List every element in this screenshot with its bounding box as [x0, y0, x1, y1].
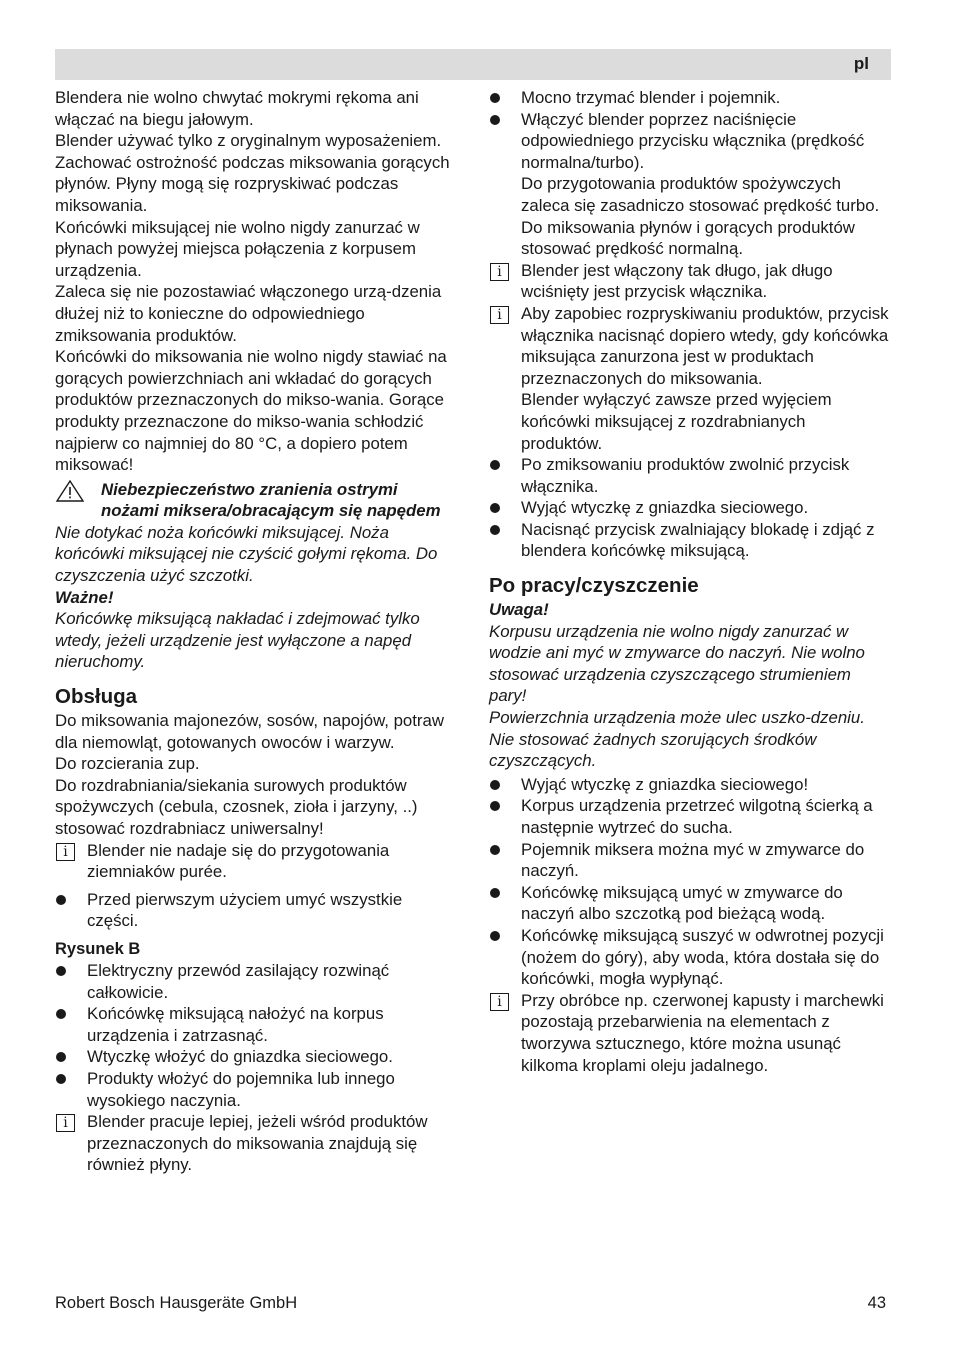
bullet-dot: [56, 895, 66, 905]
list-item-text: Produkty włożyć do pojemnika lub innego wysokiego naczynia.: [87, 1068, 395, 1110]
list-item-text: Końcówkę miksującą suszyć w odwrotnej pozycji (nożem do góry), aby woda, która dostała się do końcówki, mogła wypłynąć.: [521, 925, 884, 989]
warning-block: [55, 479, 457, 522]
info-text: Blender pracuje lepiej, jeżeli wśród produktów przeznaczonych do miksowania znajdują się również płyny.: [87, 1112, 428, 1175]
list-item: [489, 87, 889, 109]
list-item-text: Pojemnik miksera można myć w zmywarce do naczyń.: [521, 839, 865, 881]
left-column: [55, 87, 457, 1176]
bullet-dot: [490, 845, 500, 855]
warning-text: Nie dotykać noża końcówki miksującej. Noża końcówki miksującej nie czyścić gołymi rękoma. Do czyszczenia użyć szczotki.: [55, 522, 438, 586]
caution-text: Powierzchnia urządzenia może ulec uszko-dzeniu. Nie stosować żadnych szorujących środków czyszczących.: [489, 708, 865, 771]
list-item-text: Końcówkę miksującą umyć w zmywarce do naczyń albo szczotką pod bieżącą wodą.: [521, 882, 843, 924]
bullet-dot: [490, 780, 500, 790]
list-item-text: Do przygotowania produktów spożywczych zaleca się zasadniczo stosować prędkość turbo. Do miksowania płynów i gorących produktów stosować prędkość normalną.: [521, 174, 880, 259]
info-text: Blender jest włączony tak długo, jak długo wciśnięty jest przycisk włącznika.: [521, 260, 833, 302]
warning-triangle-icon: [55, 479, 85, 503]
list-item: [489, 519, 889, 562]
list-item: [489, 925, 889, 990]
list-item-text: Mocno trzymać blender i pojemnik.: [521, 88, 781, 107]
paragraph: Do miksowania majonezów, sosów, napojów, potraw dla niemowląt, gotowanych owoców i warzyw.: [55, 711, 444, 752]
list-item: [55, 960, 457, 1003]
info-note: [489, 990, 889, 1076]
info-text: Aby zapobiec rozpryskiwaniu produktów, przycisk włącznika nacisnąć dopiero wtedy, gdy końcówka miksująca zanurzona jest w produktach przeznaczonych do miksowania.: [521, 303, 889, 388]
info-icon: i: [490, 306, 509, 324]
footer-company: Robert Bosch Hausgeräte GmbH: [55, 1294, 298, 1312]
list-item: [489, 882, 889, 925]
info-icon: i: [490, 993, 509, 1011]
list-item-text: Nacisnąć przycisk zwalniający blokadę i zdjąć z blendera końcówkę miksującą.: [521, 519, 875, 561]
list-item-text: Przed pierwszym użyciem umyć wszystkie części.: [87, 889, 403, 931]
bullet-dot: [56, 1009, 66, 1019]
page-number: 43: [867, 1294, 886, 1312]
list-item: [489, 454, 889, 497]
bullet-dot: [56, 1074, 66, 1084]
bullet-dot: [490, 931, 500, 941]
bullet-dot: [490, 503, 500, 513]
paragraph: Zaleca się nie pozostawiać włączonego urzą-dzenia dłużej niż to konieczne do odpowiedniego zmiksowania produktów.: [55, 282, 442, 345]
list-item: [55, 1046, 457, 1068]
info-icon: i: [56, 1114, 75, 1132]
paragraph: Blendera nie wolno chwytać mokrymi rękoma ani włączać na biegu jałowym.: [55, 88, 419, 129]
paragraph: Do rozdrabniania/siekania surowych produktów spożywczych (cebula, czosnek, zioła i jarzyny, ..) stosować rozdrabniacz uniwersalny!: [55, 775, 418, 838]
list-item-text: Włączyć blender poprzez naciśnięcie odpowiedniego przycisku włącznika (prędkość normalna/turbo).: [521, 109, 865, 172]
info-note: [55, 1111, 457, 1176]
bullet-dot: [490, 525, 500, 535]
bullet-dot: [490, 93, 500, 103]
info-text: Blender nie nadaje się do przygotowania ziemniaków purée.: [87, 840, 390, 882]
info-note: [55, 840, 457, 883]
list-item: [489, 497, 889, 519]
info-note: [489, 303, 889, 454]
list-item: [489, 774, 889, 796]
list-item: [489, 109, 889, 260]
bullet-dot: [56, 966, 66, 976]
list-item-text: Po zmiksowaniu produktów zwolnić przycisk włącznika.: [521, 455, 850, 496]
info-icon: i: [56, 843, 75, 861]
info-text: Przy obróbce np. czerwonej kapusty i marchewki pozostają przebarwienia na elementach z tworzywa sztucznego, które można usunąć kilkoma kroplami oleju jadalnego.: [521, 990, 884, 1075]
list-item-text: Wtyczkę włożyć do gniazdka sieciowego.: [87, 1047, 393, 1067]
paragraph: Końcówki miksującej nie wolno nigdy zanurzać w płynach powyżej miejsca połączenia z korpusem urządzenia.: [55, 217, 420, 280]
right-column: [489, 87, 889, 1076]
list-item-text: Końcówkę miksującą nałożyć na korpus urządzenia i zatrzasnąć.: [87, 1004, 384, 1045]
important-text: Końcówkę miksującą nakładać i zdejmować tylko wtedy, jeżeli urządzenie jest wyłączone a napęd nieruchomy.: [55, 609, 420, 672]
paragraph: Blender używać tylko z oryginalnym wyposażeniem. Zachować ostrożność podczas miksowania gorących płynów. Płyny mogą się rozpryskiwać podczas miksowania.: [55, 131, 450, 215]
language-code: pl: [853, 54, 869, 73]
list-item: [489, 795, 889, 838]
paragraph: Końcówki do miksowania nie wolno nigdy stawiać na gorących powierzchniach ani wkładać do gorących produktów przeznaczonych do mikso-wania. Gorące produkty przeznaczone do mikso-wania schłodzić najpierw co najmniej do 80 °C, a dopiero potem miksować!: [55, 347, 447, 475]
info-text: Blender wyłączyć zawsze przed wyjęciem końcówki miksującej z rozdrabnianych produktów.: [521, 390, 832, 453]
list-item-text: Korpus urządzenia przetrzeć wilgotną ścierką a następnie wytrzeć do sucha.: [521, 796, 873, 837]
list-item: [55, 1003, 457, 1046]
caution-label: Uwaga!: [489, 600, 549, 620]
info-note: [489, 260, 889, 303]
info-icon: i: [490, 263, 509, 281]
list-item-text: Elektryczny przewód zasilający rozwinąć całkowicie.: [87, 960, 390, 1002]
list-item-text: Wyjąć wtyczkę z gniazdka sieciowego!: [521, 774, 809, 794]
warning-title: Niebezpieczeństwo zranienia ostrymi nożami miksera/obracającym się napędem: [101, 479, 441, 521]
bullet-dot: [490, 888, 500, 898]
header-bar: [55, 49, 891, 80]
figure-label: Rysunek B: [55, 939, 141, 958]
caution-text: Korpusu urządzenia nie wolno nigdy zanurzać w wodzie ani myć w zmywarce do naczyń. Nie wolno stosować urządzenia czyszczącego strumieniem pary!: [489, 621, 865, 706]
list-item: [489, 839, 889, 882]
list-item: [55, 889, 457, 932]
list-item: [55, 1068, 457, 1111]
bullet-dot: [490, 460, 500, 470]
bullet-dot: [56, 1052, 66, 1062]
section-title-obsluga: Obsługa: [55, 685, 138, 709]
important-label: Ważne!: [55, 587, 114, 607]
bullet-dot: [490, 115, 500, 125]
bullet-dot: [490, 801, 500, 811]
paragraph: Do rozcierania zup.: [55, 754, 200, 774]
section-title-cleaning: Po pracy/czyszczenie: [489, 574, 699, 598]
list-item-text: Wyjąć wtyczkę z gniazdka sieciowego.: [521, 498, 809, 518]
